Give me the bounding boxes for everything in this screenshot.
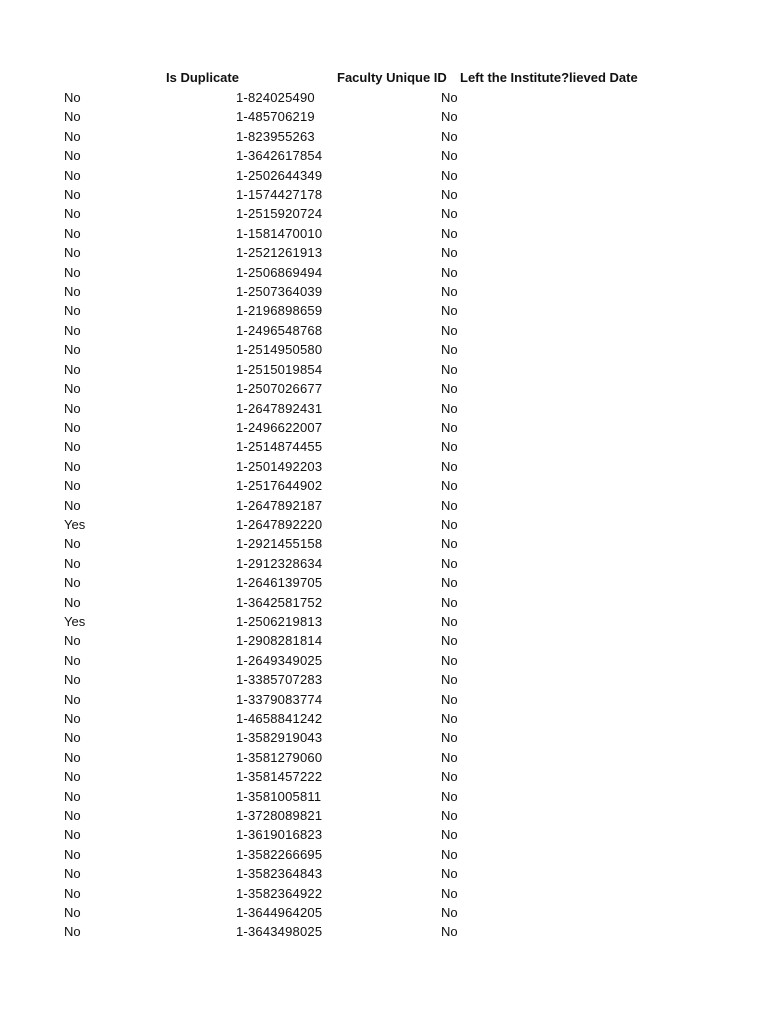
cell-left-the-institute: No	[441, 361, 458, 377]
cell-is-duplicate: No	[64, 264, 81, 280]
cell-left-the-institute: No	[441, 613, 458, 629]
cell-is-duplicate: No	[64, 827, 81, 843]
cell-left-the-institute: No	[441, 128, 458, 144]
table-row	[0, 147, 768, 166]
cell-is-duplicate: No	[64, 148, 81, 164]
cell-faculty-unique-id: 1-824025490	[236, 90, 315, 105]
cell-left-the-institute: No	[441, 225, 458, 241]
cell-faculty-unique-id: 1-4658841242	[236, 711, 323, 726]
table-row	[0, 322, 768, 341]
table-row	[0, 108, 768, 127]
cell-faculty-unique-id: 1-2649349025	[236, 652, 323, 668]
table-row	[0, 846, 768, 865]
cell-left-the-institute: No	[441, 905, 458, 921]
cell-faculty-unique-id: 1-2646139705	[236, 575, 323, 591]
cell-faculty-unique-id: 1-3581005811	[236, 788, 322, 804]
table-row	[0, 89, 768, 108]
cell-is-duplicate: No	[64, 478, 81, 494]
cell-is-duplicate: No	[64, 769, 81, 785]
cell-faculty-unique-id: 1-2507026677	[236, 381, 323, 397]
table-row	[0, 186, 768, 205]
cell-is-duplicate: No	[64, 439, 81, 455]
cell-faculty-unique-id: 1-3728089821	[236, 808, 323, 824]
cell-faculty-unique-id: 1-2507364039	[236, 284, 323, 300]
cell-faculty-unique-id: 1-2501492203	[236, 458, 323, 474]
cell-is-duplicate: No	[64, 749, 81, 765]
table-row	[0, 632, 768, 651]
cell-is-duplicate: No	[64, 866, 81, 882]
cell-left-the-institute: No	[441, 711, 458, 726]
cell-left-the-institute: No	[441, 284, 458, 300]
table-row	[0, 225, 768, 244]
cell-is-duplicate: No	[64, 808, 81, 824]
table-row	[0, 438, 768, 457]
cell-left-the-institute: No	[441, 516, 458, 532]
cell-is-duplicate: No	[64, 225, 81, 241]
cell-faculty-unique-id: 1-2514950580	[236, 342, 323, 358]
table-row	[0, 652, 768, 671]
cell-is-duplicate: No	[64, 905, 81, 921]
cell-is-duplicate: No	[64, 711, 81, 726]
table-row	[0, 341, 768, 360]
cell-left-the-institute: No	[441, 633, 458, 649]
table-row	[0, 826, 768, 845]
cell-left-the-institute: No	[441, 827, 458, 843]
cell-left-the-institute: No	[441, 400, 458, 416]
cell-left-the-institute: No	[441, 575, 458, 591]
cell-is-duplicate: No	[64, 245, 81, 261]
cell-faculty-unique-id: 1-2908281814	[236, 633, 323, 649]
table-row	[0, 419, 768, 438]
cell-is-duplicate: No	[64, 672, 81, 688]
table-row	[0, 555, 768, 574]
cell-faculty-unique-id: 1-2521261913	[236, 245, 323, 261]
cell-left-the-institute: No	[441, 458, 458, 474]
cell-left-the-institute: No	[441, 536, 458, 552]
cell-left-the-institute: No	[441, 788, 458, 804]
table-row	[0, 691, 768, 710]
cell-is-duplicate: No	[64, 342, 81, 358]
table-row	[0, 516, 768, 535]
cell-is-duplicate: No	[64, 575, 81, 591]
table-row	[0, 244, 768, 263]
table-row	[0, 788, 768, 807]
cell-left-the-institute: No	[441, 497, 458, 513]
cell-is-duplicate: No	[64, 284, 81, 300]
cell-faculty-unique-id: 1-3619016823	[236, 827, 323, 843]
cell-left-the-institute: No	[441, 187, 458, 203]
cell-faculty-unique-id: 1-2496622007	[236, 419, 323, 435]
cell-left-the-institute: No	[441, 148, 458, 164]
cell-is-duplicate: No	[64, 322, 81, 338]
cell-left-the-institute: No	[441, 303, 458, 319]
table-row	[0, 807, 768, 826]
cell-left-the-institute: No	[441, 322, 458, 338]
table-row	[0, 613, 768, 632]
cell-is-duplicate: No	[64, 924, 81, 940]
cell-faculty-unique-id: 1-2921455158	[236, 536, 323, 552]
cell-faculty-unique-id: 1-3582364922	[236, 885, 323, 901]
cell-faculty-unique-id: 1-823955263	[236, 128, 315, 144]
cell-faculty-unique-id: 1-2514874455	[236, 439, 323, 455]
cell-faculty-unique-id: 1-2515019854	[236, 361, 323, 377]
table-header-row	[0, 68, 768, 88]
cell-faculty-unique-id: 1-2647892187	[236, 497, 323, 513]
cell-faculty-unique-id: 1-2496548768	[236, 322, 323, 338]
cell-left-the-institute: No	[441, 439, 458, 455]
cell-faculty-unique-id: 1-3642617854	[236, 148, 323, 164]
cell-is-duplicate: No	[64, 303, 81, 319]
table-row	[0, 380, 768, 399]
cell-left-the-institute: No	[441, 594, 458, 610]
cell-faculty-unique-id: 1-3582919043	[236, 730, 323, 746]
cell-left-the-institute: No	[441, 555, 458, 571]
cell-faculty-unique-id: 1-3644964205	[236, 905, 323, 921]
cell-is-duplicate: No	[64, 90, 81, 105]
table-row	[0, 302, 768, 321]
cell-left-the-institute: No	[441, 478, 458, 494]
table-row	[0, 594, 768, 613]
cell-left-the-institute: No	[441, 652, 458, 668]
cell-faculty-unique-id: 1-2506869494	[236, 264, 323, 280]
cell-left-the-institute: No	[441, 109, 458, 125]
cell-left-the-institute: No	[441, 846, 458, 862]
cell-faculty-unique-id: 1-3385707283	[236, 672, 323, 688]
table-row	[0, 710, 768, 729]
cell-faculty-unique-id: 1-3642581752	[236, 594, 323, 610]
cell-left-the-institute: No	[441, 866, 458, 882]
cell-left-the-institute: No	[441, 167, 458, 183]
cell-faculty-unique-id: 1-2515920724	[236, 206, 323, 222]
cell-left-the-institute: No	[441, 672, 458, 688]
cell-faculty-unique-id: 1-3582266695	[236, 846, 323, 862]
cell-is-duplicate: No	[64, 730, 81, 746]
cell-left-the-institute: No	[441, 885, 458, 901]
table-row	[0, 361, 768, 380]
table-row	[0, 264, 768, 283]
cell-is-duplicate: No	[64, 497, 81, 513]
header-left-the-institute: Left the Institute?lieved Date	[460, 70, 638, 85]
table-row	[0, 885, 768, 904]
table-row	[0, 497, 768, 516]
cell-is-duplicate: No	[64, 846, 81, 862]
cell-is-duplicate: No	[64, 128, 81, 144]
table-row	[0, 128, 768, 147]
cell-left-the-institute: No	[441, 924, 458, 940]
cell-is-duplicate: No	[64, 788, 81, 804]
cell-is-duplicate: No	[64, 419, 81, 435]
cell-left-the-institute: No	[441, 749, 458, 765]
cell-is-duplicate: No	[64, 536, 81, 552]
cell-left-the-institute: No	[441, 808, 458, 824]
cell-left-the-institute: No	[441, 730, 458, 746]
cell-is-duplicate: No	[64, 206, 81, 222]
cell-left-the-institute: No	[441, 245, 458, 261]
cell-is-duplicate: No	[64, 691, 81, 707]
cell-faculty-unique-id: 1-2912328634	[236, 555, 323, 571]
table-row	[0, 205, 768, 224]
cell-left-the-institute: No	[441, 769, 458, 785]
cell-is-duplicate: No	[64, 458, 81, 474]
table-row	[0, 458, 768, 477]
cell-left-the-institute: No	[441, 381, 458, 397]
table-row	[0, 477, 768, 496]
cell-is-duplicate: No	[64, 594, 81, 610]
cell-is-duplicate: No	[64, 885, 81, 901]
cell-left-the-institute: No	[441, 90, 458, 105]
table-row	[0, 400, 768, 419]
cell-faculty-unique-id: 1-1574427178	[236, 187, 323, 203]
table-row	[0, 923, 768, 942]
cell-left-the-institute: No	[441, 206, 458, 222]
cell-left-the-institute: No	[441, 419, 458, 435]
cell-left-the-institute: No	[441, 691, 458, 707]
cell-faculty-unique-id: 1-2502644349	[236, 167, 323, 183]
table-row	[0, 535, 768, 554]
table-row	[0, 283, 768, 302]
table-body	[0, 89, 768, 943]
table-row	[0, 749, 768, 768]
cell-is-duplicate: No	[64, 109, 81, 125]
cell-faculty-unique-id: 1-485706219	[236, 109, 315, 125]
table-row	[0, 768, 768, 787]
table-row	[0, 167, 768, 186]
cell-faculty-unique-id: 1-2196898659	[236, 303, 323, 319]
table-row	[0, 729, 768, 748]
table-row	[0, 904, 768, 923]
cell-is-duplicate: No	[64, 187, 81, 203]
cell-faculty-unique-id: 1-3581279060	[236, 749, 323, 765]
header-is-duplicate: Is Duplicate	[166, 70, 239, 85]
cell-faculty-unique-id: 1-1581470010	[236, 225, 323, 241]
cell-left-the-institute: No	[441, 264, 458, 280]
cell-is-duplicate: No	[64, 167, 81, 183]
cell-faculty-unique-id: 1-2647892220	[236, 516, 323, 532]
cell-left-the-institute: No	[441, 342, 458, 358]
cell-is-duplicate: No	[64, 555, 81, 571]
cell-faculty-unique-id: 1-2647892431	[236, 400, 323, 416]
cell-faculty-unique-id: 1-3582364843	[236, 866, 323, 882]
cell-faculty-unique-id: 1-2506219813	[236, 613, 323, 629]
table-row	[0, 671, 768, 690]
cell-is-duplicate: No	[64, 361, 81, 377]
cell-is-duplicate: No	[64, 652, 81, 668]
cell-faculty-unique-id: 1-3643498025	[236, 924, 323, 940]
cell-is-duplicate: No	[64, 381, 81, 397]
header-faculty-unique-id: Faculty Unique ID	[337, 70, 447, 85]
cell-is-duplicate: Yes	[64, 613, 86, 629]
cell-is-duplicate: No	[64, 400, 81, 416]
cell-is-duplicate: Yes	[64, 516, 86, 532]
cell-faculty-unique-id: 1-2517644902	[236, 478, 323, 494]
table-row	[0, 574, 768, 593]
cell-is-duplicate: No	[64, 633, 81, 649]
cell-faculty-unique-id: 1-3379083774	[236, 691, 323, 707]
cell-faculty-unique-id: 1-3581457222	[236, 769, 323, 785]
table-row	[0, 865, 768, 884]
